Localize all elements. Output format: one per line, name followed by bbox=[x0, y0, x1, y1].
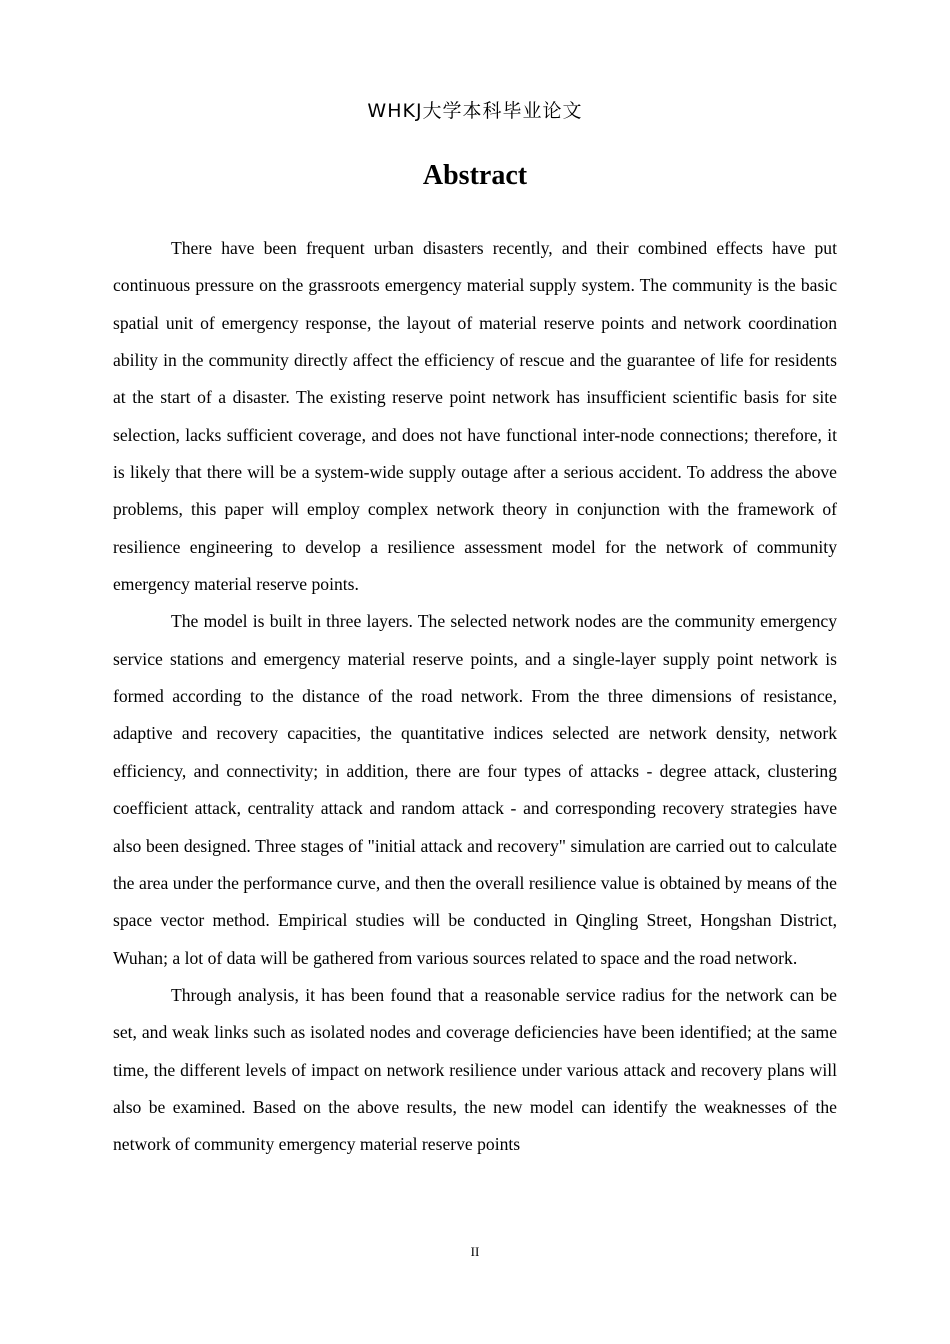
abstract-body bbox=[113, 230, 837, 1164]
running-header: WHKJ大学本科毕业论文 bbox=[367, 100, 583, 122]
paragraph-3: Through analysis, it has been found that a reasonable service radius for the network can be set, and weak links such as isolated nodes and coverage deficiencies have been identified; at the same time, the different levels of impact on network resilience under various attack and recovery plans will also be examined. Based on the above results, the new model can identify the weaknesses of the network of community emergency material reserve points bbox=[113, 984, 837, 1155]
page-number: II bbox=[470, 1244, 480, 1259]
paragraph-2: The model is built in three layers. The selected network nodes are the community emergency service stations and emergency material reserve points, and a single-layer supply point network is formed according to the distance of the road network. From the three dimensions of resistance, adaptive and recovery capacities, the quantitative indices selected are network density, network efficiency, and connectivity; in addition, there are four types of attacks - degree attack, clustering coefficient attack, centrality attack and random attack - and corresponding recovery strategies have also been designed. Three stages of "initial attack and recovery" simulation are carried out to calculate the area under the performance curve, and then the overall resilience value is obtained by means of the space vector method. Empirical studies will be conducted in Qingling Street, Hongshan District, Wuhan; a lot of data will be gathered from various sources related to space and the road network. bbox=[113, 611, 837, 968]
paragraph-1: There have been frequent urban disasters recently, and their combined effects have put continuous pressure on the grassroots emergency material supply system. The community is the basic spatial unit of emergency response, the layout of material reserve points and network coordination ability in the community directly affect the efficiency of rescue and the guarantee of life for residents at the start of a disaster. The existing reserve point network has insufficient scientific basis for site selection, lacks sufficient coverage, and does not have functional inter-node connections; therefore, it is likely that there will be a system-wide supply outage after a serious accident. To address the above problems, this paper will employ complex network theory in conjunction with the framework of resilience engineering to develop a resilience assessment model for the network of community emergency material reserve points. bbox=[113, 238, 837, 595]
section-title: Abstract bbox=[422, 160, 528, 191]
